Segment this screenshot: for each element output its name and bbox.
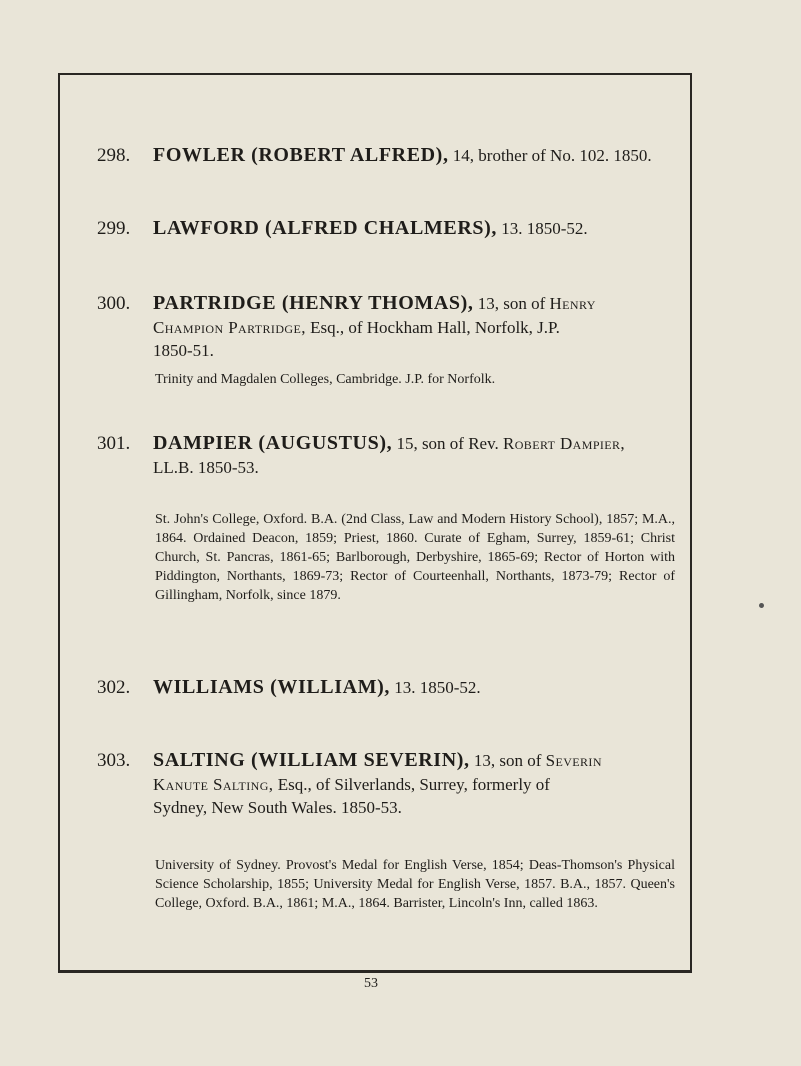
entry-continuation (97, 316, 677, 339)
entry-302 (97, 677, 677, 697)
entry-heading (97, 750, 677, 770)
continuation-text: Esq., of Hockham Hall, Norfolk, J.P. (305, 318, 560, 337)
entry-name: LAWFORD (ALFRED CHALMERS), (153, 217, 497, 239)
entry-name: PARTRIDGE (HENRY THOMAS), (153, 292, 474, 314)
entry-details-smallcaps: Henry (549, 294, 596, 313)
entry-301-detail: St. John's College, Oxford. B.A. (2nd Class, Law and Modern History School), 1857; M.A., 1864. Ordained Deacon, 1859; Priest, 1860. Curate of Egham, Surrey, 1859-61; Christ Church, St. Pancras, 1861-65; Barlborough, Derbyshire, 1865-69; Rector of Horton with Piddington, Northants, 1869-73; Rector of Courteenhall, Northants, 1873-79; Rector of Gillingham, Norfolk, since 1879. (155, 512, 675, 603)
entry-303 (97, 750, 677, 819)
entry-details: 13, son of (473, 294, 550, 313)
parent-name: Kanute Salting, (153, 775, 274, 794)
entry-number: 302. (97, 677, 131, 698)
entry-303-detail: University of Sydney. Provost's Medal for English Verse, 1854; Deas-Thomson's Physical Science Scholarship, 1855; University Medal for English Verse, 1857. B.A., 1857. Queen's College, Oxford. B.A., 1861; M.A., 1864. Barrister, Lincoln's Inn, called 1863. (155, 858, 675, 911)
entry-heading (97, 293, 677, 313)
entry-heading (97, 145, 677, 165)
entry-details-smallcaps: Severin (545, 751, 602, 770)
entry-301 (97, 433, 677, 479)
entry-years: Sydney, New South Wales. 1850-53. (153, 798, 402, 817)
continuation-text: Esq., of Silverlands, Surrey, formerly of (273, 775, 550, 794)
entry-years: 1850-51. (153, 341, 214, 360)
entry-details: 14, brother of No. 102. 1850. (448, 146, 652, 165)
entry-name: SALTING (WILLIAM SEVERIN), (153, 749, 470, 771)
entry-name: WILLIAMS (WILLIAM), (153, 676, 390, 698)
page-number: 53 (364, 976, 378, 991)
entry-number: 300. (97, 293, 131, 314)
entry-name: FOWLER (ROBERT ALFRED), (153, 144, 449, 166)
parent-name: Champion Partridge, (153, 318, 306, 337)
entry-299 (97, 218, 677, 238)
entry-details: 13. 1850-52. (389, 678, 481, 697)
margin-dot (759, 603, 764, 608)
entry-heading (97, 218, 677, 238)
entry-details: 13, son of (469, 751, 546, 770)
entry-300-detail: Trinity and Magdalen Colleges, Cambridge. J.P. for Norfolk. (155, 372, 496, 387)
entry-continuation (97, 773, 677, 796)
entry-298 (97, 145, 677, 165)
entry-number: 301. (97, 433, 131, 454)
entry-details: 15, son of Rev. (392, 434, 503, 453)
entry-name: DAMPIER (AUGUSTUS), (153, 432, 393, 454)
entry-heading (97, 433, 677, 453)
entry-heading (97, 677, 677, 697)
entry-years: LL.B. 1850-53. (153, 458, 259, 477)
entry-number: 298. (97, 145, 131, 166)
entry-details-smallcaps: Robert Dampier, (503, 434, 626, 453)
entry-number: 303. (97, 750, 131, 771)
entry-number: 299. (97, 218, 131, 239)
entry-300 (97, 293, 677, 362)
entry-details: 13. 1850-52. (496, 219, 588, 238)
